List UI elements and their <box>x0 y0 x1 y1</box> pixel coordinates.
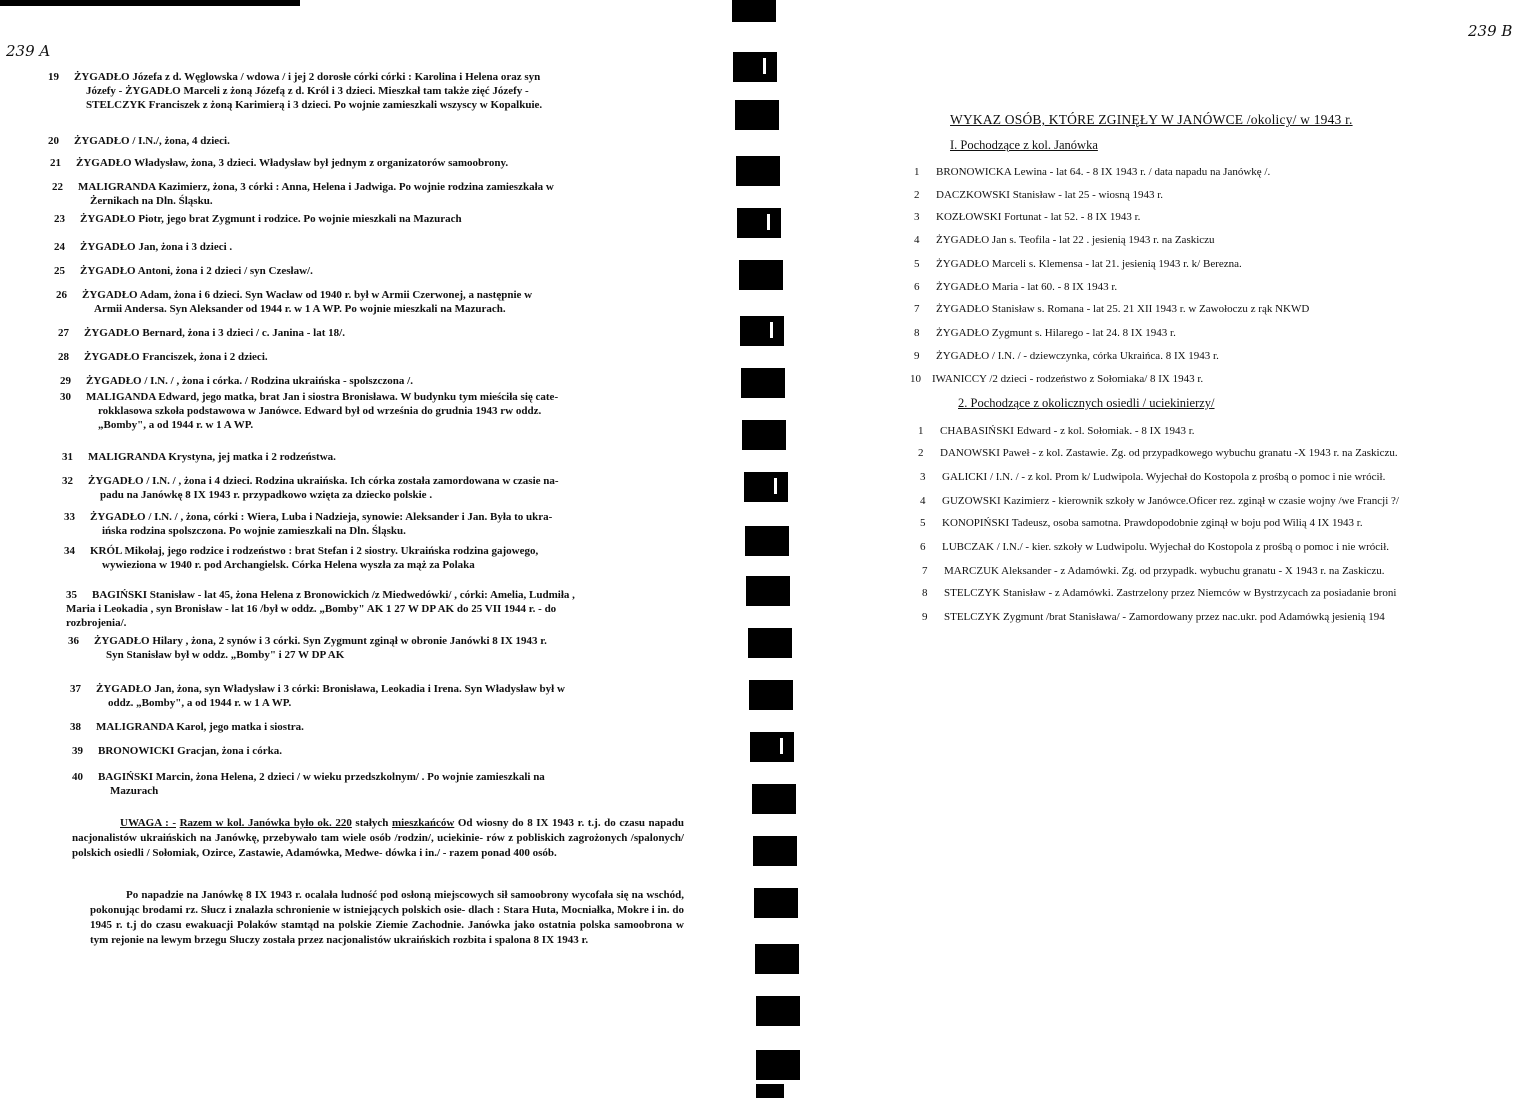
binding-ring <box>741 368 785 398</box>
entry-text: ŻYGADŁO / I.N. / , żona, córki : Wiera, Luba i Nadzieja, synowie: Aleksander i Jan. Była to ukra- <box>90 511 553 523</box>
victim-number: 5 <box>914 258 920 270</box>
entry-text-continued: ińska rodzina spolszczona. Po wojnie zamieszkali na Dln. Śląsku. <box>102 525 406 537</box>
victim-number: 10 <box>910 373 921 385</box>
entry-text: KRÓL Mikołaj, jego rodzice i rodzeństwo : brat Stefan i 2 siostry. Ukraińska rodzina gajowego, <box>90 545 539 557</box>
victim-text: ŻYGADŁO / I.N. / - dziewczynka, córka Ukraińca. 8 IX 1943 r. <box>936 350 1219 362</box>
victim-number: 6 <box>914 281 920 293</box>
entry-text: ŻYGADŁO Józefa z d. Węglowska / wdowa / i jej 2 dorosłe córki córki : Karolina i Helena oraz syn <box>74 71 541 83</box>
victim-number: 2 <box>914 189 920 201</box>
entry-number: 21 <box>50 157 61 169</box>
binding-ring <box>755 944 799 974</box>
victim-entry <box>910 372 1203 386</box>
entry-text: ŻYGADŁO / I.N. / , żona i 4 dzieci. Rodzina ukraińska. Ich córka została zamordowana w czasie na- <box>88 475 559 487</box>
binding-ring <box>745 526 789 556</box>
entry-number: 30 <box>60 391 71 403</box>
entry-number: 38 <box>70 721 81 733</box>
entry-number: 23 <box>54 213 65 225</box>
family-entry <box>48 70 650 112</box>
entry-number: 24 <box>54 241 65 253</box>
binding-ring <box>735 100 779 130</box>
victim-text: GUZOWSKI Kazimierz - kierownik szkoły w Janówce.Oficer rez. zginął w czasie wojny /we Francji ?/ <box>942 495 1399 507</box>
binding-ring <box>756 1084 784 1098</box>
victim-entry <box>920 516 1363 530</box>
entry-number: 19 <box>48 71 59 83</box>
binding-ring <box>732 0 776 22</box>
family-entry <box>72 770 650 798</box>
victim-text: CHABASIŃSKI Edward - z kol. Sołomiak. - 8 IX 1943 r. <box>940 425 1195 437</box>
binding-ring <box>736 156 780 186</box>
victim-number: 1 <box>918 425 924 437</box>
victim-text: DANOWSKI Paweł - z kol. Zastawie. Zg. od przypadkowego wybuchu granatu -X 1943 r. na Zaskiczu. <box>940 447 1398 459</box>
binding-ring <box>752 784 796 814</box>
victim-entry <box>914 210 1140 224</box>
entry-text: MALIGANDA Edward, jego matka, brat Jan i siostra Bronisława. W budynku tym mieściła się cate- <box>86 391 559 403</box>
victim-entry <box>914 257 1242 271</box>
entry-text-continued: oddz. „Bomby", a od 1944 r. w 1 A WP. <box>108 697 292 709</box>
page-number-left: 239 A <box>6 42 51 60</box>
entry-text: ŻYGADŁO Jan, żona i 3 dzieci . <box>80 241 233 253</box>
entry-number: 26 <box>56 289 67 301</box>
entry-number: 31 <box>62 451 73 463</box>
binding-ring <box>754 888 798 918</box>
family-entry <box>48 134 650 148</box>
entry-number: 28 <box>58 351 69 363</box>
victim-entry <box>914 326 1176 340</box>
victim-number: 5 <box>920 517 926 529</box>
victim-entry <box>914 165 1270 179</box>
victim-number: 9 <box>914 350 920 362</box>
list-title: WYKAZ OSÓB, KTÓRE ZGINĘŁY W JANÓWCE /okolicy/ w 1943 r. <box>950 112 1353 127</box>
entry-text: ŻYGADŁO Jan, żona, syn Władysław i 3 córki: Bronisława, Leokadia i Irena. Syn Władysław był w <box>96 683 565 695</box>
victim-text: LUBCZAK / I.N./ - kier. szkoły w Ludwipolu. Wyjechał do Kostopola z prośbą o pomoc i nie wrócił. <box>942 541 1390 553</box>
note-label: UWAGA : - <box>120 817 176 829</box>
victim-text: ŻYGADŁO Maria - lat 60. - 8 IX 1943 r. <box>936 281 1118 293</box>
victim-entry <box>914 280 1117 294</box>
victim-entry <box>918 424 1195 438</box>
family-entry <box>64 510 650 538</box>
victim-text: BRONOWICKA Lewina - lat 64. - 8 IX 1943 r. / data napadu na Janówkę /. <box>936 166 1271 178</box>
binding-ring <box>750 732 794 762</box>
binding-ring <box>739 260 783 290</box>
victim-number: 7 <box>914 303 920 315</box>
victim-text: ŻYGADŁO Zygmunt s. Hilarego - lat 24. 8 IX 1943 r. <box>936 327 1176 339</box>
scan-edge-line <box>0 0 300 6</box>
victim-number: 7 <box>922 565 928 577</box>
victim-number: 1 <box>914 166 920 178</box>
victim-text: GALICKI / I.N. / - z kol. Prom k/ Ludwipola. Wyjechał do Kostopola z prośbą o pomoc i nie wrócił. <box>942 471 1386 483</box>
entry-text-continued: Syn Stanisław był w oddz. „Bomby" i 27 W DP AK <box>106 649 345 661</box>
entry-text: ŻYGADŁO Bernard, żona i 3 dzieci / c. Janina - lat 18/. <box>84 327 345 339</box>
note-paragraph <box>72 816 684 861</box>
victim-number: 3 <box>920 471 926 483</box>
entry-text-continued: rozbrojenia/. <box>66 617 127 629</box>
entry-number: 22 <box>52 181 63 193</box>
entry-text: ŻYGADŁO Franciszek, żona i 2 dzieci. <box>84 351 268 363</box>
binding-ring <box>733 52 777 82</box>
victim-number: 8 <box>922 587 928 599</box>
victim-entry <box>914 349 1219 363</box>
family-entry <box>70 682 650 710</box>
victim-text: DACZKOWSKI Stanisław - lat 25 - wiosną 1943 r. <box>936 189 1164 201</box>
victim-entry <box>914 188 1163 202</box>
binding-ring <box>740 316 784 346</box>
binding-ring <box>746 576 790 606</box>
entry-text-continued: padu na Janówkę 8 IX 1943 r. przypadkowo wzięta za dziecko polskie . <box>100 489 433 501</box>
entry-number: 35 <box>66 589 77 601</box>
victim-text: KONOPIŃSKI Tadeusz, osoba samotna. Prawdopodobnie zginął w boju pod Wilią 4 IX 1943 r. <box>942 517 1363 529</box>
right-page <box>800 0 1526 1115</box>
entry-text: MALIGRANDA Kazimierz, żona, 3 córki : Anna, Helena i Jadwiga. Po wojnie rodzina zamieszkała w <box>78 181 554 193</box>
family-entry <box>62 450 650 464</box>
page-number-right: 239 B <box>1468 22 1513 40</box>
entry-number: 29 <box>60 375 71 387</box>
victim-number: 4 <box>920 495 926 507</box>
victim-number: 6 <box>920 541 926 553</box>
victim-entry <box>922 586 1396 600</box>
entry-text: BAGIŃSKI Marcin, żona Helena, 2 dzieci / w wieku przedszkolnym/ . Po wojnie zamieszkali na <box>98 771 545 783</box>
victim-entry <box>920 470 1385 484</box>
entry-text: BAGIŃSKI Stanisław - lat 45, żona Helena z Bronowickich /z Miedwedówki/ , córki: Amelia, Ludmiła , <box>92 589 575 601</box>
entry-text: ŻYGADŁO Piotr, jego brat Zygmunt i rodzice. Po wojnie mieszkali na Mazurach <box>80 213 462 225</box>
victim-entry <box>914 302 1309 316</box>
entry-number: 37 <box>70 683 81 695</box>
entry-number: 39 <box>72 745 83 757</box>
binding-ring <box>744 472 788 502</box>
entry-number: 32 <box>62 475 73 487</box>
entry-number: 25 <box>54 265 65 277</box>
family-entry <box>54 212 650 226</box>
note-rest: Od wiosny do 8 IX 1943 r. t.j. do czasu napadu nacjonalistów ukraińskich na Janówkę, przebywało tam wiele osób /rodzin/, uciekinie- rów z pobliskich zagrożonych /spalonych/ polskich osiedli / Sołomiak, Ozirce, Zastawie, Adamówka, Medwe- dówka i in./ - razem ponad 400 osób. <box>72 817 685 859</box>
family-entry <box>64 544 650 572</box>
entry-text-continued: Mazurach <box>110 785 159 797</box>
binding-ring <box>756 1050 800 1080</box>
note-mid-underlined: mieszkańców <box>391 817 455 829</box>
victim-text: ŻYGADŁO Stanisław s. Romana - lat 25. 21 XII 1943 r. w Zawołoczu z rąk NKWD <box>936 303 1310 315</box>
victim-text: STELCZYK Stanisław - z Adamówki. Zastrzelony przez Niemców w Bystrzycach za posiadanie broni <box>944 587 1397 599</box>
entry-text: ŻYGADŁO Władysław, żona, 3 dzieci. Władysław był jednym z organizatorów samoobrony. <box>76 157 509 169</box>
family-entry <box>62 474 650 502</box>
left-page <box>0 0 740 1115</box>
family-entry <box>72 744 650 758</box>
victim-number: 4 <box>914 234 920 246</box>
victim-text: ŻYGADŁO Marceli s. Klemensa - lat 21. jesienią 1943 r. k/ Berezna. <box>936 258 1242 270</box>
binding-ring <box>737 208 781 238</box>
note-lead: Razem w kol. Janówka było ok. 220 <box>179 817 352 829</box>
family-entry <box>50 156 650 170</box>
entry-text: MALIGRANDA Krystyna, jej matka i 2 rodzeństwa. <box>88 451 336 463</box>
entry-number: 34 <box>64 545 75 557</box>
family-entry <box>54 264 650 278</box>
victim-number: 8 <box>914 327 920 339</box>
binding-ring <box>749 680 793 710</box>
entry-text-continued: wywieziona w 1940 r. pod Archangielsk. Córka Helena wyszła za mąż za Polaka <box>102 559 475 571</box>
family-entry <box>60 374 650 388</box>
entry-text: ŻYGADŁO Hilary , żona, 2 synów i 3 córki. Syn Zygmunt zginął w obronie Janówki 8 IX 1943 r. <box>94 635 547 647</box>
family-entry <box>68 634 650 662</box>
entry-text-continued: Maria i Leokadia , syn Bronisław - lat 16 /był w oddz. „Bomby" AK 1 27 W DP AK do 25 VII 1944 r. - do <box>66 603 557 615</box>
entry-text: BRONOWICKI Gracjan, żona i córka. <box>98 745 282 757</box>
entry-text-continued: rokklasowa szkoła podstawowa w Janówce. Edward był od września do grudnia 1943 rw oddz. <box>98 405 542 417</box>
binding-ring <box>756 996 800 1026</box>
victim-entry <box>914 233 1215 247</box>
entry-text: MALIGRANDA Karol, jego matka i siostra. <box>96 721 304 733</box>
victim-entry <box>918 446 1398 460</box>
victim-number: 3 <box>914 211 920 223</box>
entry-text-continued: STELCZYK Franciszek z żoną Karimierą i 3 dzieci. Po wojnie zamieszkali wszyscy w Kopalkuie. <box>86 99 543 111</box>
victim-number: 2 <box>918 447 924 459</box>
note-paragraph-2: Po napadzie na Janówkę 8 IX 1943 r. ocalała ludność pod osłoną miejscowych sił samoobrony wycofała się na wschód, pokonując brodami rz. Słucz i znalazła schronienie w istniejących polskich osie- dlach : Stara Huta, Mocniałka, Mokre i in. do 1945 r. t.j do czasu ewakuacji Polaków stamtąd na polskie Ziemie Zachodnie. Janówka jako ostatnia polska samoobrona w tym rejonie na lewym brzegu Słuczy została przez nacjonalistów ukraińskich rozbita i spalona 8 IX 1943 r. <box>90 889 684 946</box>
victim-text: KOZŁOWSKI Fortunat - lat 52. - 8 IX 1943 r. <box>936 211 1141 223</box>
victim-text: STELCZYK Zygmunt /brat Stanisława/ - Zamordowany przez nac.ukr. pod Adamówką jesienią 194 <box>944 611 1385 623</box>
entry-text: ŻYGADŁO Antoni, żona i 2 dzieci / syn Czesław/. <box>80 265 313 277</box>
binding-ring <box>742 420 786 450</box>
family-entry <box>52 180 650 208</box>
section-2-heading: 2. Pochodzące z okolicznych osiedli / uciekinierzy/ <box>958 396 1215 410</box>
victim-text: ŻYGADŁO Jan s. Teofila - lat 22 . jesienią 1943 r. na Zaskiczu <box>936 234 1215 246</box>
entry-number: 27 <box>58 327 69 339</box>
family-entry <box>60 390 650 432</box>
entry-text-continued: Józefy - ŻYGADŁO Marceli z żoną Józefą z d. Król i 3 dzieci. Mieszkał tam także zięć Józefy - <box>86 85 529 97</box>
entry-text-continued: Armii Andersa. Syn Aleksander od 1944 r. w 1 A WP. Po wojnie mieszkali na Mazurach. <box>94 303 506 315</box>
entry-number: 40 <box>72 771 83 783</box>
victim-entry <box>920 494 1399 508</box>
family-entry <box>58 326 650 340</box>
entry-text: ŻYGADŁO Adam, żona i 6 dzieci. Syn Wacław od 1940 r. był w Armii Czerwonej, a następnie w <box>82 289 533 301</box>
family-entry <box>54 240 650 254</box>
victim-entry <box>922 610 1385 624</box>
family-entry <box>66 588 650 630</box>
victim-number: 9 <box>922 611 928 623</box>
family-entry <box>56 288 650 316</box>
family-entry <box>70 720 650 734</box>
binding-ring <box>753 836 797 866</box>
entry-number: 33 <box>64 511 75 523</box>
family-entry <box>58 350 650 364</box>
section-1-heading: I. Pochodzące z kol. Janówka <box>950 138 1098 152</box>
entry-text-continued: Żernikach na Dln. Śląsku. <box>90 195 213 207</box>
entry-number: 20 <box>48 135 59 147</box>
spiral-binding <box>728 0 792 1115</box>
victim-text: IWANICCY /2 dzieci - rodzeństwo z Sołomiaka/ 8 IX 1943 r. <box>932 373 1204 385</box>
note-mid: stałych <box>351 817 392 829</box>
entry-text: ŻYGADŁO / I.N./, żona, 4 dzieci. <box>74 135 230 147</box>
binding-ring <box>748 628 792 658</box>
entry-number: 36 <box>68 635 79 647</box>
victim-entry <box>922 564 1385 578</box>
entry-text: ŻYGADŁO / I.N. / , żona i córka. / Rodzina ukraińska - spolszczona /. <box>86 375 413 387</box>
entry-text-continued: „Bomby", a od 1944 r. w 1 A WP. <box>98 419 254 431</box>
victim-entry <box>920 540 1389 554</box>
victim-text: MARCZUK Aleksander - z Adamówki. Zg. od przypadk. wybuchu granatu - X 1943 r. na Zaskiczu. <box>944 565 1385 577</box>
